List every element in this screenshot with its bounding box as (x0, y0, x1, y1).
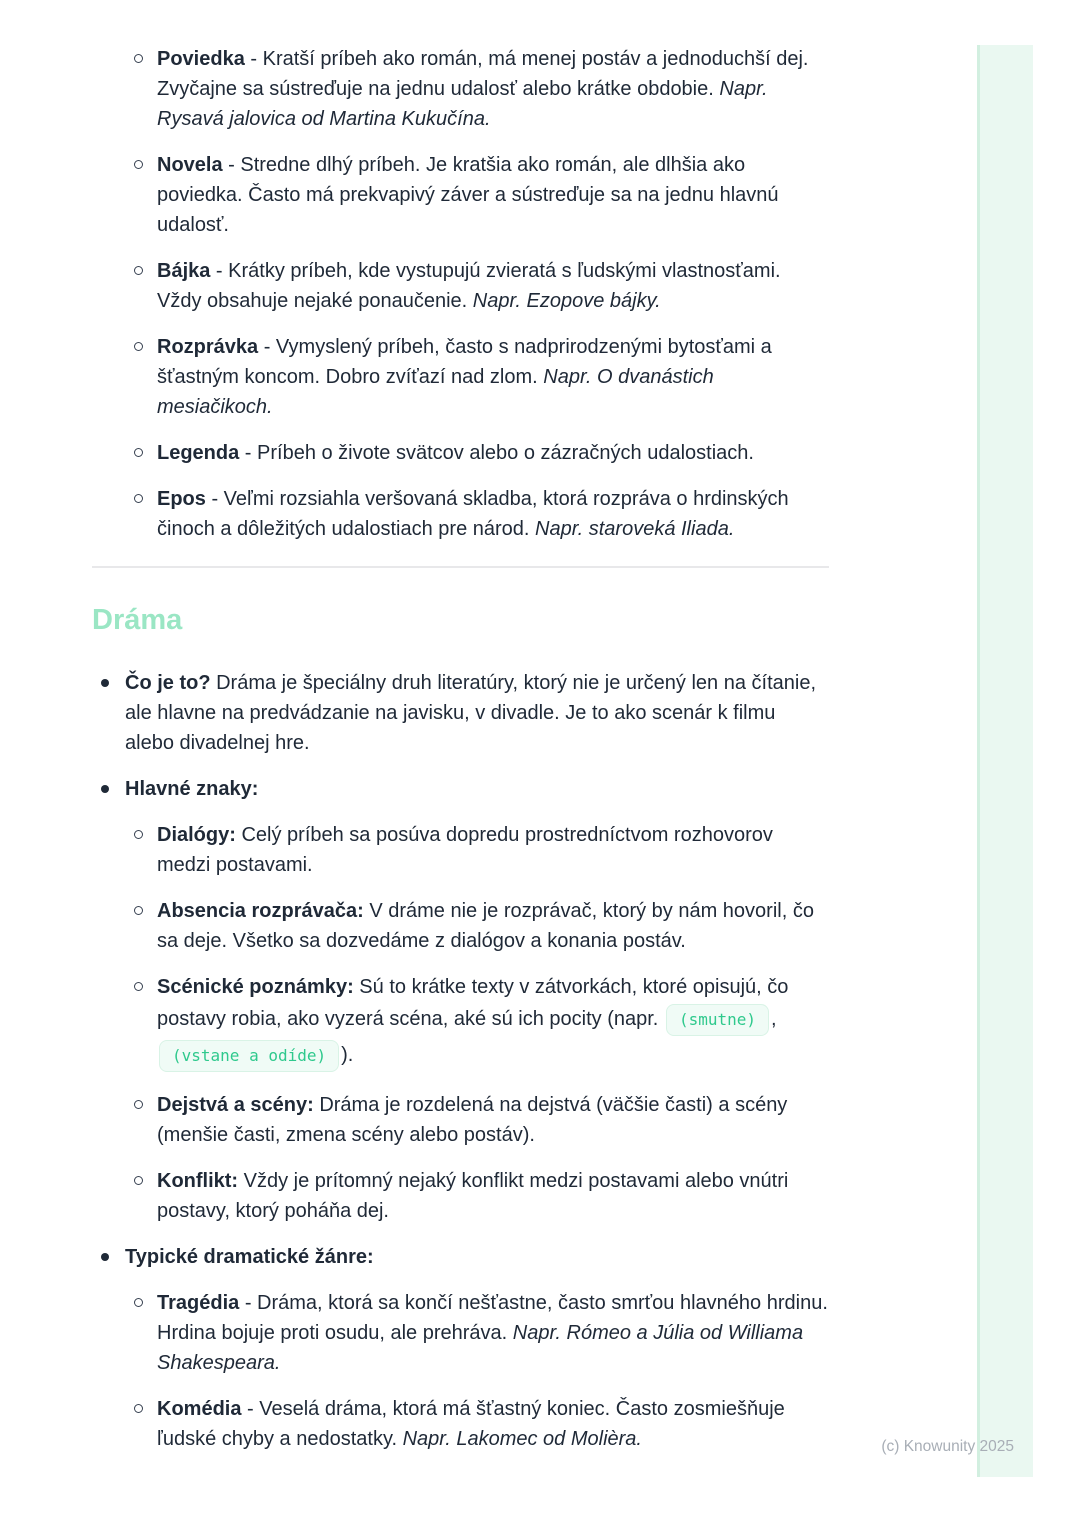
text-segment: Čo je to? (125, 672, 211, 694)
list-item-text (157, 900, 814, 952)
list-item (92, 150, 829, 240)
list-item (92, 774, 829, 804)
list-item-text (157, 1170, 788, 1222)
hollow-bullet-icon (134, 906, 143, 915)
copyright-notice: (c) Knowunity 2025 (881, 1438, 1014, 1455)
text-segment: - Kratší príbeh ako román, má menej postáv a jednoduchší dej. Zvyčajne sa sústreďuje na jednu udalosť alebo krátke obdobie. (157, 48, 809, 100)
text-segment: Poviedka (157, 48, 245, 70)
list-item (92, 1166, 829, 1226)
text-segment: Tragédia (157, 1292, 240, 1314)
text-segment: Legenda (157, 442, 240, 464)
hollow-bullet-icon (134, 1176, 143, 1185)
text-segment: Napr. O dvanástich mesiačikoch. (157, 366, 714, 418)
filled-bullet-icon (101, 1253, 109, 1261)
list-item (92, 1090, 829, 1150)
hollow-bullet-icon (134, 160, 143, 169)
text-segment: - Stredne dlhý príbeh. Je kratšia ako román, ale dlhšia ako poviedka. Často má prekvapivý záver a sústreďuje sa na jednu hlavnú udalosť. (157, 154, 779, 236)
stage-direction-chip: (smutne) (666, 1004, 769, 1036)
hollow-bullet-icon (134, 982, 143, 991)
list-item (92, 256, 829, 316)
text-segment: Napr. staroveká Iliada. (535, 518, 735, 540)
list-item-text (157, 1094, 787, 1146)
list-item-text (157, 442, 754, 464)
text-segment: ). (341, 1044, 354, 1066)
list-item-text (157, 1398, 785, 1450)
text-segment: Epos (157, 488, 206, 510)
list-item-text (125, 672, 816, 754)
list-item (92, 44, 829, 134)
hollow-bullet-icon (134, 342, 143, 351)
text-segment: Absencia rozprávača: (157, 900, 364, 922)
drama-section-list (92, 668, 829, 1454)
list-item-text (157, 824, 773, 876)
text-segment: - Veľmi rozsiahla veršovaná skladba, ktorá rozpráva o hrdinských činoch a dôležitých udalostiach pre národ. (157, 488, 789, 540)
text-segment: - Príbeh o živote svätcov alebo o zázračných udalostiach. (239, 442, 754, 464)
list-item (92, 1288, 829, 1378)
text-segment: Scénické poznámky: (157, 976, 354, 998)
document-content (92, 44, 829, 1470)
page-side-accent-strip (977, 45, 1033, 1477)
text-segment: Vždy je prítomný nejaký konflikt medzi postavami alebo vnútri postavy, ktorý poháňa dej. (157, 1170, 789, 1222)
text-segment: Napr. Lakomec od Molièra. (402, 1428, 642, 1450)
text-segment: - Krátky príbeh, kde vystupujú zvieratá s ľudskými vlastnosťami. Vždy obsahuje nejaké ponaučenie. (157, 260, 781, 312)
hollow-bullet-icon (134, 494, 143, 503)
text-segment: , (771, 1008, 777, 1030)
text-segment: V dráme nie je rozprávač, ktorý by nám hovoril, čo sa deje. Všetko sa dozvedáme z dialógov a konania postáv. (157, 900, 814, 952)
filled-bullet-icon (101, 679, 109, 687)
list-item-text (157, 48, 808, 130)
filled-bullet-icon (101, 785, 109, 793)
text-segment: Napr. Rómeo a Júlia od Williama Shakespeara. (157, 1322, 804, 1374)
list-item (92, 1242, 829, 1272)
hollow-bullet-icon (134, 1100, 143, 1109)
list-item-text (125, 1246, 374, 1268)
list-item (92, 668, 829, 758)
list-item-text (157, 976, 788, 1066)
section-divider (92, 566, 829, 568)
text-segment: Dialógy: (157, 824, 236, 846)
text-segment: Novela (157, 154, 223, 176)
list-item (92, 484, 829, 544)
list-item-text (157, 260, 781, 312)
text-segment: Dejstvá a scény: (157, 1094, 314, 1116)
list-item-text (157, 1292, 828, 1374)
text-segment: Bájka (157, 260, 211, 282)
text-segment: Komédia (157, 1398, 242, 1420)
text-segment: Rozprávka (157, 336, 259, 358)
text-segment: - Vymyslený príbeh, často s nadprirodzenými bytosťami a šťastným koncom. Dobro zvíťazí nad zlom. (157, 336, 772, 388)
hollow-bullet-icon (134, 448, 143, 457)
text-segment: Napr. Rysavá jalovica od Martina Kukučína. (157, 78, 768, 130)
text-segment: - Veselá dráma, ktorá má šťastný koniec. Často zosmiešňuje ľudské chyby a nedostatky. (157, 1398, 785, 1450)
list-item (92, 896, 829, 956)
text-segment: - Dráma, ktorá sa končí nešťastne, často smrťou hlavného hrdinu. Hrdina bojuje proti osudu, ale prehráva. (157, 1292, 828, 1344)
text-segment: Napr. Ezopove bájky. (472, 290, 661, 312)
text-segment: Sú to krátke texty v zátvorkách, ktoré opisujú, čo postavy robia, ako vyzerá scéna, aké sú ich pocity (napr. (157, 976, 789, 1030)
stage-direction-chip: (vstane a odíde) (159, 1040, 339, 1072)
list-item-text (125, 778, 258, 800)
text-segment: Dráma je rozdelená na dejstvá (väčšie časti) a scény (menšie časti, zmena scény alebo postáv). (157, 1094, 788, 1146)
text-segment: Celý príbeh sa posúva dopredu prostredníctvom rozhovorov medzi postavami. (157, 824, 773, 876)
text-segment: Hlavné znaky: (125, 778, 259, 800)
hollow-bullet-icon (134, 54, 143, 63)
list-item-text (157, 154, 779, 236)
hollow-bullet-icon (134, 1404, 143, 1413)
hollow-bullet-icon (134, 266, 143, 275)
list-item (92, 332, 829, 422)
hollow-bullet-icon (134, 1298, 143, 1307)
list-item-text (157, 336, 772, 418)
epic-genres-list (92, 44, 829, 544)
list-item (92, 820, 829, 880)
list-item (92, 1394, 829, 1454)
hollow-bullet-icon (134, 830, 143, 839)
text-segment: Konflikt: (157, 1170, 239, 1192)
list-item (92, 438, 829, 468)
section-heading-drama: Dráma (92, 604, 183, 636)
text-segment: Typické dramatické žánre: (125, 1246, 374, 1268)
text-segment: Dráma je špeciálny druh literatúry, ktorý nie je určený len na čítanie, ale hlavne na predvádzanie na javisku, v divadle. Je to ako scenár k filmu alebo divadelnej hre. (125, 672, 817, 754)
list-item-text (157, 488, 789, 540)
list-item (92, 972, 829, 1074)
